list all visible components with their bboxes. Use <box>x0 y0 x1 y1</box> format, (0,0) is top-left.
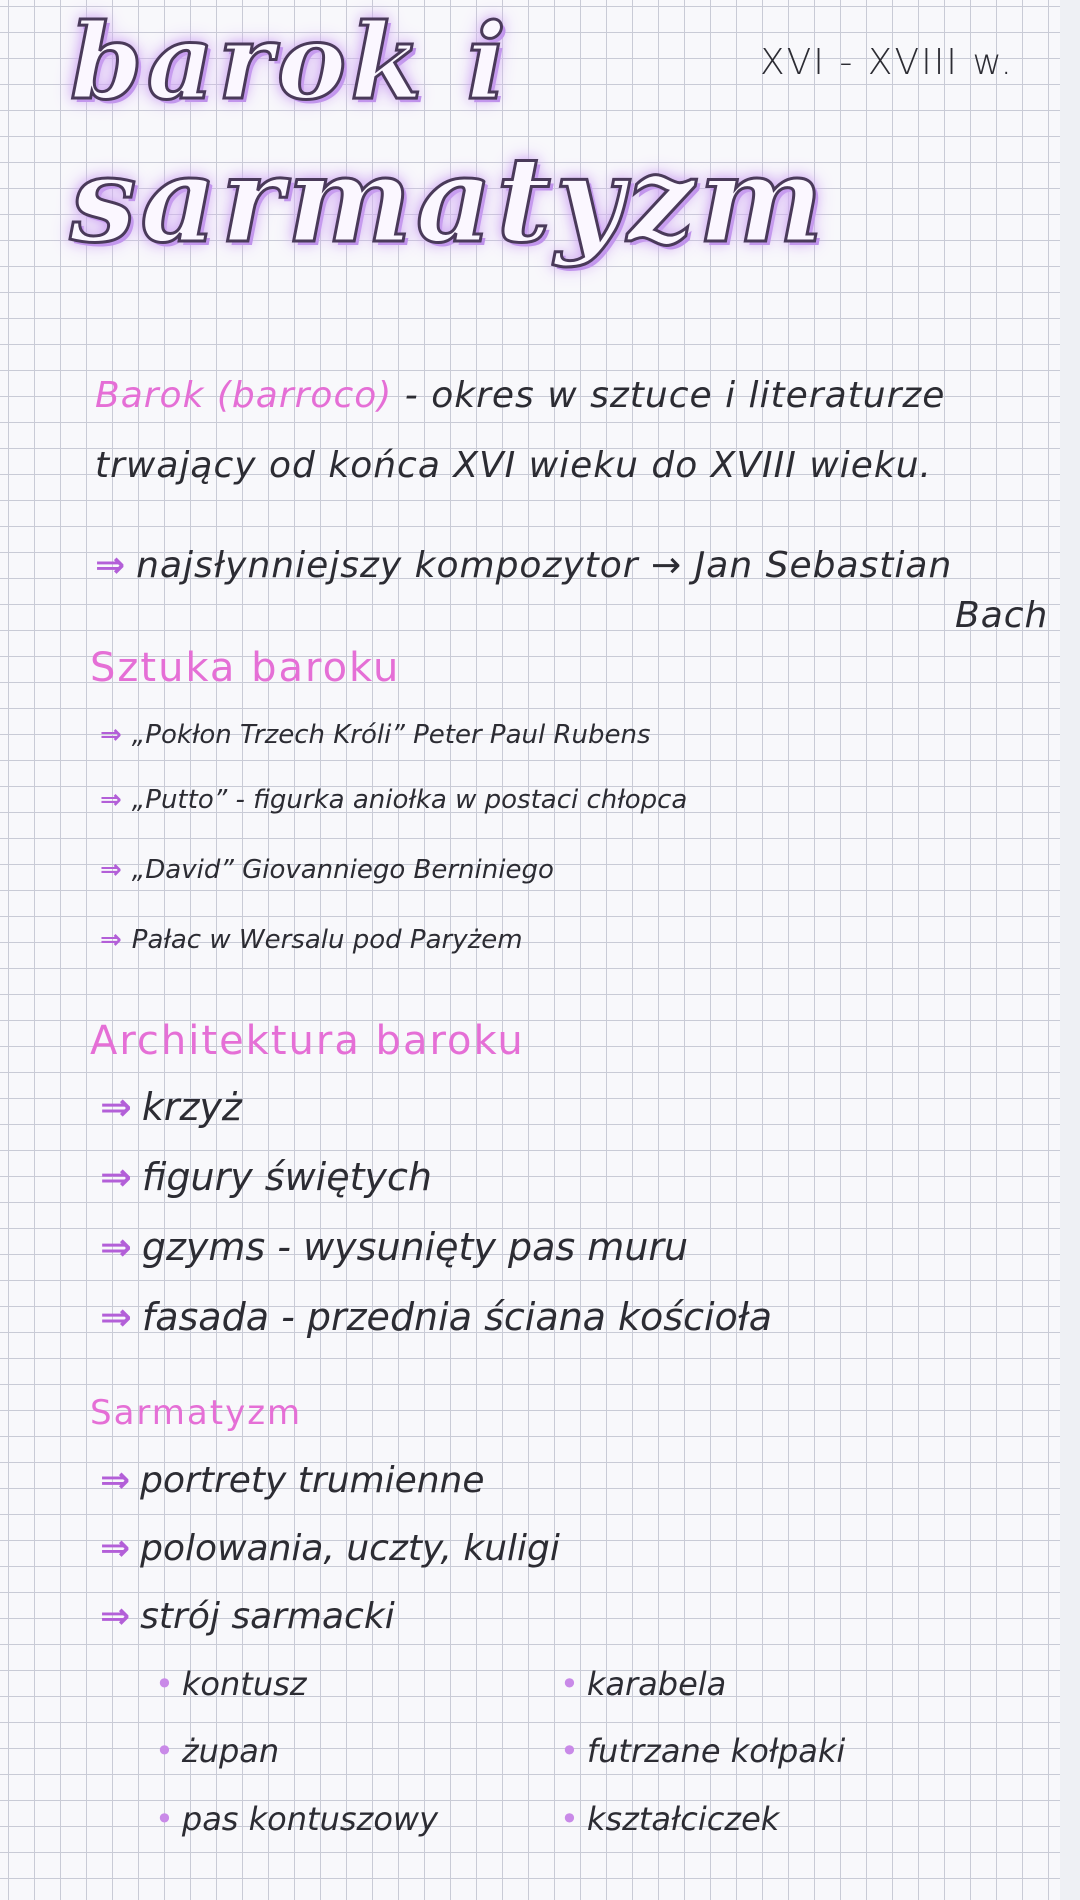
composer-line <box>95 545 952 586</box>
arrow-icon: ⇒ <box>100 1528 131 1569</box>
architecture-item <box>100 1155 432 1199</box>
section-heading-sarmatism: Sarmatyzm <box>90 1393 303 1433</box>
sarmatism-item-text: polowania, uczty, kuligi <box>140 1528 560 1569</box>
intro-line-1 <box>95 375 945 416</box>
sarmatism-item <box>100 1460 485 1501</box>
arrow-icon: ⇒ <box>100 1155 132 1199</box>
arrow-icon: ⇒ <box>100 1295 132 1339</box>
arrow-icon: ⇒ <box>95 545 127 586</box>
composer-label: najsłynniejszy kompozytor <box>136 545 639 586</box>
sarmatism-item-text: strój sarmacki <box>140 1596 395 1637</box>
costume-item-text: pas kontuszowy <box>181 1800 439 1838</box>
bullet-icon: • <box>560 1732 579 1770</box>
costume-item <box>155 1732 279 1770</box>
arrow-icon: ⇒ <box>100 1596 131 1637</box>
costume-item <box>155 1665 307 1703</box>
art-item <box>100 785 687 815</box>
art-item-text: „Putto” - figurka aniołka w postaci chłopca <box>131 785 688 815</box>
date-range: XVI - XVIII w. <box>760 42 1014 83</box>
art-item <box>100 720 651 750</box>
art-item-text: „Pokłon Trzech Króli” Peter Paul Rubens <box>131 720 651 750</box>
page-title-line1: barok i <box>70 0 511 123</box>
art-item-text: „David” Giovanniego Berniniego <box>131 855 554 885</box>
costume-item-text: kształciczek <box>586 1800 780 1838</box>
page-edge <box>1060 0 1080 1900</box>
architecture-item-text: gzyms - wysunięty pas muru <box>141 1225 689 1269</box>
costume-item <box>560 1732 845 1770</box>
section-heading-architecture: Architektura baroku <box>90 1018 525 1064</box>
intro-term: Barok (barroco) <box>95 375 393 416</box>
sarmatism-item <box>100 1528 560 1569</box>
architecture-item <box>100 1295 772 1339</box>
architecture-item-text: fasada - przednia ściana kościoła <box>141 1295 772 1339</box>
composer-name-2: Bach <box>955 595 1049 636</box>
sarmatism-item <box>100 1596 395 1637</box>
composer-arrow-icon: → <box>651 545 683 586</box>
sarmatism-item-text: portrety trumienne <box>140 1460 485 1501</box>
arrow-icon: ⇒ <box>100 1460 131 1501</box>
arrow-icon: ⇒ <box>100 785 122 815</box>
page-title-line2: sarmatyzm <box>70 130 828 269</box>
costume-item-text: karabela <box>586 1665 727 1703</box>
architecture-item <box>100 1085 242 1129</box>
bullet-icon: • <box>560 1800 579 1838</box>
art-item-text: Pałac w Wersalu pod Paryżem <box>131 925 523 955</box>
art-item <box>100 925 523 955</box>
bullet-icon: • <box>155 1732 174 1770</box>
arrow-icon: ⇒ <box>100 1085 132 1129</box>
arrow-icon: ⇒ <box>100 720 122 750</box>
art-item <box>100 855 554 885</box>
arrow-icon: ⇒ <box>100 1225 132 1269</box>
bullet-icon: • <box>560 1665 579 1703</box>
architecture-item-text: krzyż <box>141 1085 242 1129</box>
architecture-item-text: figury świętych <box>141 1155 432 1199</box>
section-heading-art: Sztuka baroku <box>90 645 401 691</box>
costume-item <box>155 1800 438 1838</box>
composer-name: Jan Sebastian <box>694 545 953 586</box>
costume-item-text: kontusz <box>181 1665 307 1703</box>
arrow-icon: ⇒ <box>100 925 122 955</box>
costume-item-text: żupan <box>181 1732 280 1770</box>
costume-item-text: futrzane kołpaki <box>586 1732 846 1770</box>
bullet-icon: • <box>155 1800 174 1838</box>
arrow-icon: ⇒ <box>100 855 122 885</box>
bullet-icon: • <box>155 1665 174 1703</box>
architecture-item <box>100 1225 688 1269</box>
costume-item <box>560 1665 726 1703</box>
intro-line-2: trwający od końca XVI wieku do XVIII wieku. <box>95 445 932 486</box>
intro-definition: - okres w sztuce i literaturze <box>392 375 946 416</box>
costume-item <box>560 1800 779 1838</box>
